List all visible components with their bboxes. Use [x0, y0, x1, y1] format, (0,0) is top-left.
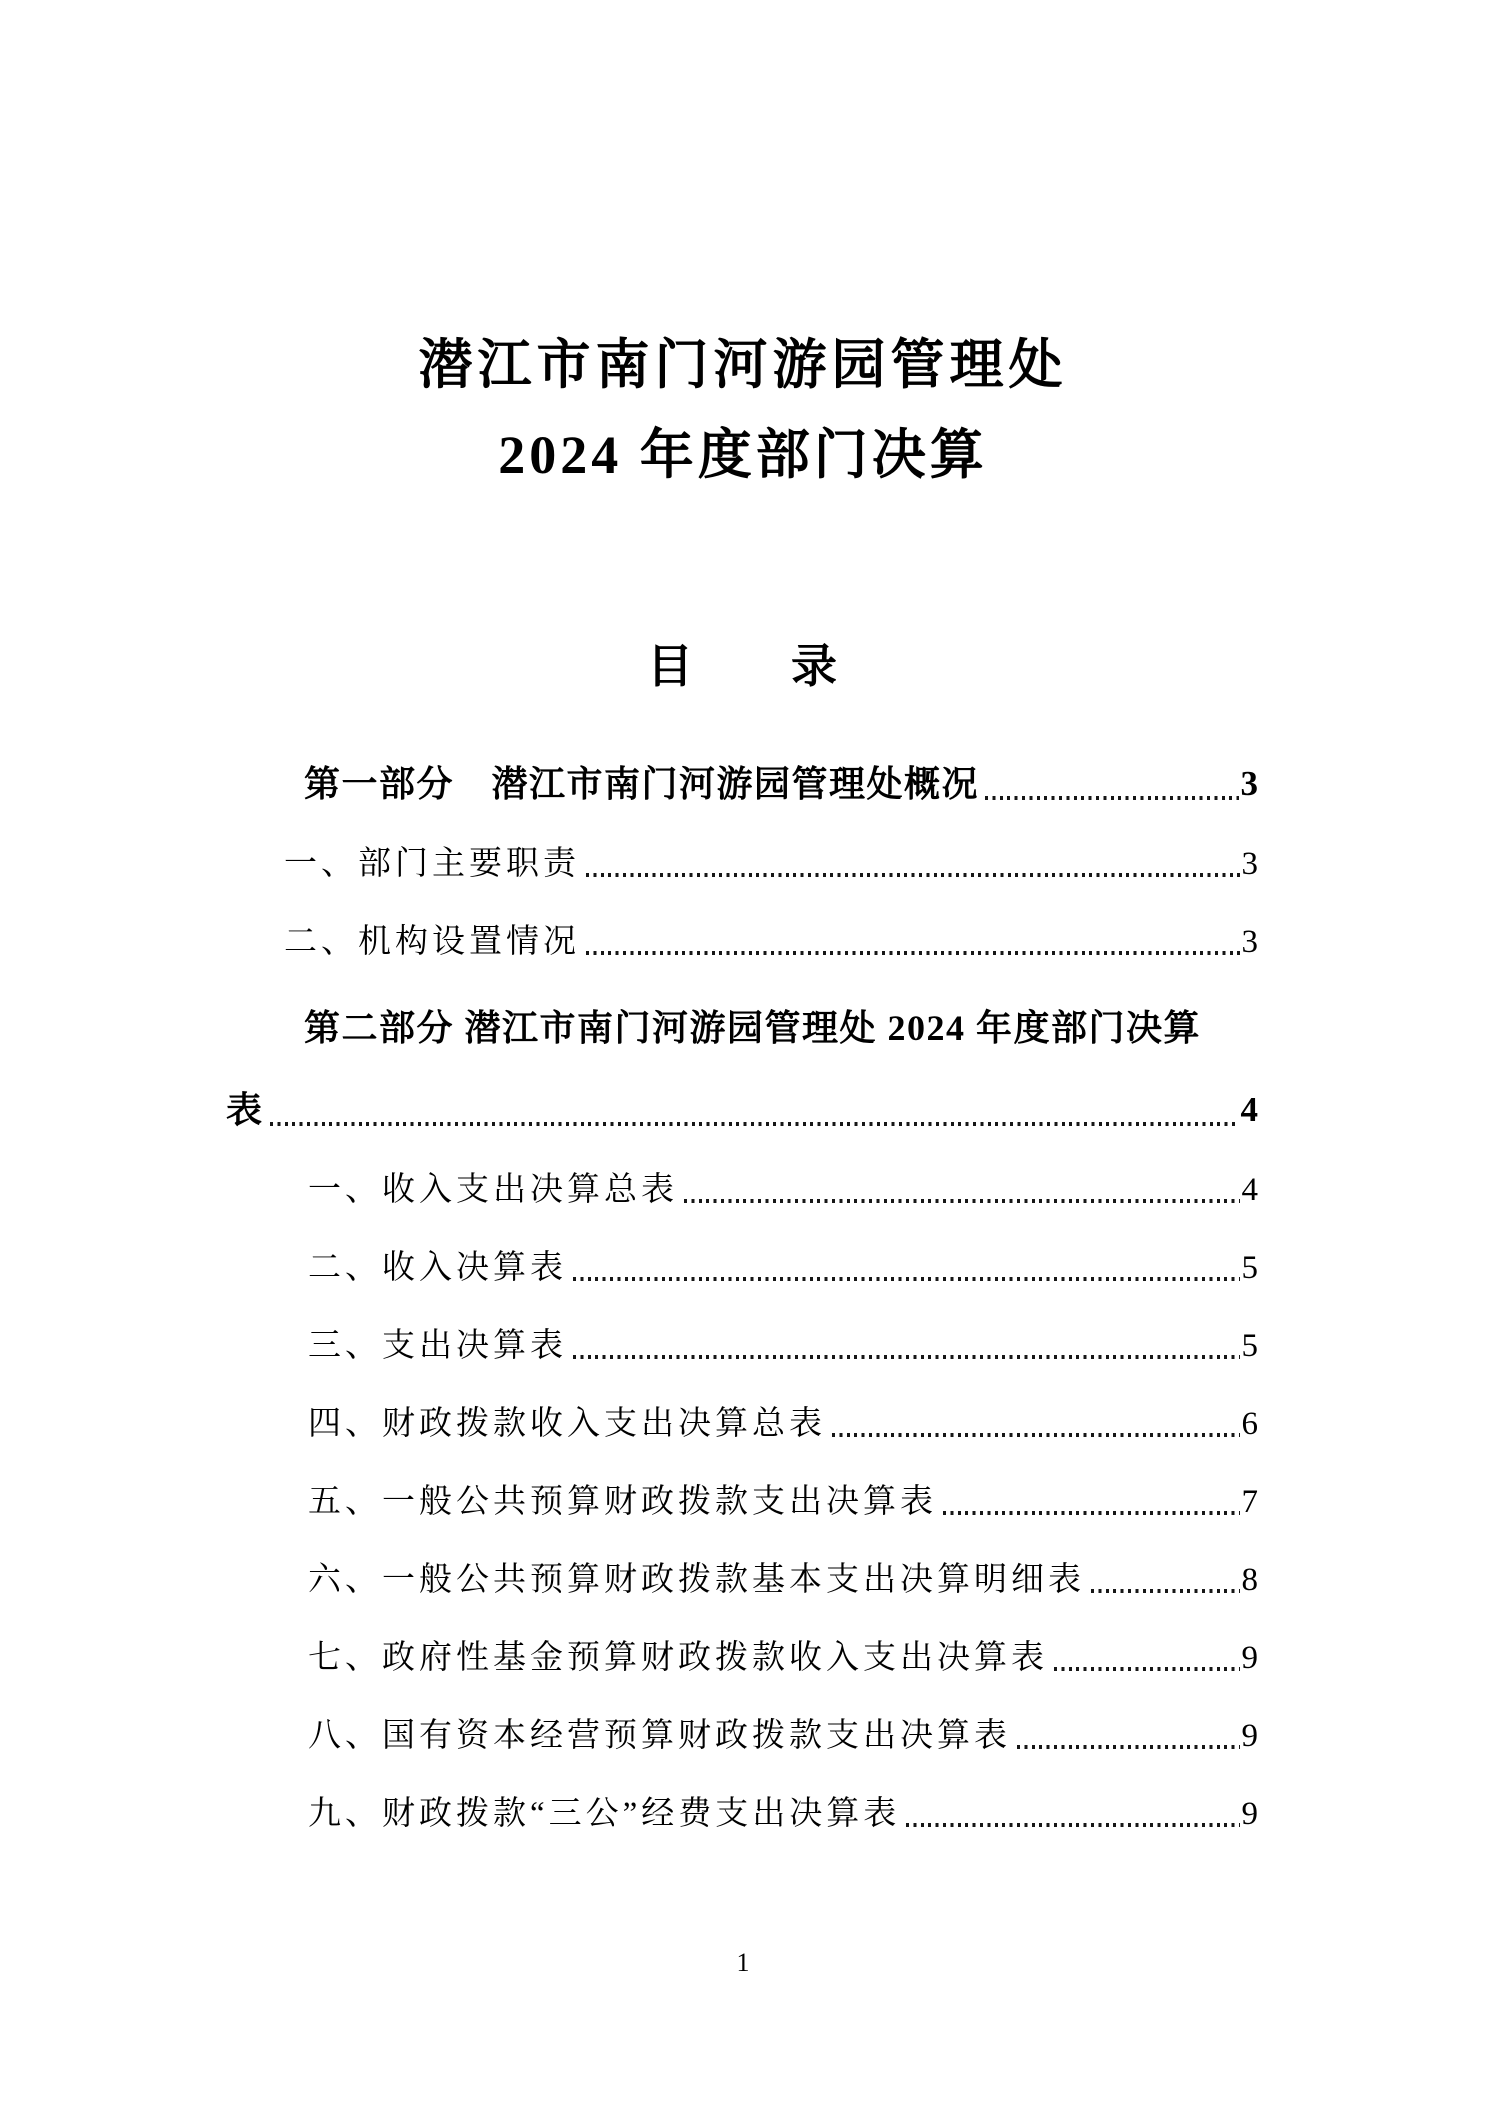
- toc-entry-label: 一、收入支出决算总表: [308, 1172, 678, 1208]
- document-title-line1: 潜江市南门河游园管理处: [418, 335, 1068, 395]
- toc-entry: [226, 760, 1258, 808]
- toc-leader-dots: [832, 1433, 1240, 1437]
- toc-entry-label: 第二部分 潜江市南门河游园管理处 2024 年度部门决算: [304, 1008, 1202, 1048]
- toc-entry-label: 八、国有资本经营预算财政拨款支出决算表: [308, 1718, 1011, 1754]
- document-title-line2: 2024 年度部门决算: [498, 425, 988, 485]
- toc-entry: [226, 920, 1258, 964]
- toc-entry-label: 二、机构设置情况: [284, 924, 580, 960]
- toc-page-number: 6: [1241, 1406, 1258, 1442]
- toc-page-number: 4: [1240, 1090, 1258, 1129]
- toc-page-number: 8: [1241, 1562, 1258, 1598]
- footer-page-number: 1: [736, 1948, 750, 1977]
- toc-leader-dots: [985, 796, 1238, 801]
- toc-entry-label: 表: [226, 1090, 264, 1130]
- toc-entry-label: 三、支出决算表: [308, 1328, 567, 1364]
- toc-entry-label: 一、部门主要职责: [284, 846, 580, 882]
- toc-leader-dots: [906, 1823, 1239, 1827]
- toc-page-number: 9: [1241, 1718, 1258, 1754]
- toc-leader-dots: [1054, 1667, 1240, 1671]
- toc-entry-label: 二、收入决算表: [308, 1250, 567, 1286]
- toc-page-number: 3: [1240, 764, 1258, 803]
- toc-entry: [226, 1086, 1258, 1134]
- toc-entry-label: 九、财政拨款“三公”经费支出决算表: [308, 1796, 901, 1832]
- toc-page-number: 3: [1241, 846, 1258, 882]
- toc-leader-dots: [1017, 1745, 1240, 1749]
- document-title-block: [0, 0, 1486, 484]
- toc-page-number: 5: [1241, 1328, 1258, 1364]
- table-of-contents: [0, 760, 1486, 1836]
- toc-heading: 目 录: [647, 641, 839, 692]
- toc-entry: [226, 1558, 1258, 1602]
- toc-leader-dots: [943, 1511, 1240, 1515]
- toc-entry-label: 第一部分 潜江市南门河游园管理处概况: [304, 764, 980, 804]
- toc-page-number: 7: [1241, 1484, 1258, 1520]
- toc-entry-label: 四、财政拨款收入支出决算总表: [308, 1406, 826, 1442]
- toc-entry: [226, 1004, 1258, 1052]
- toc-entry: [226, 1402, 1258, 1446]
- toc-leader-dots: [586, 951, 1240, 955]
- toc-leader-dots: [270, 1122, 1239, 1127]
- toc-entry-label: 五、一般公共预算财政拨款支出决算表: [308, 1484, 937, 1520]
- toc-page-number: 9: [1241, 1640, 1258, 1676]
- toc-entry: [226, 1792, 1258, 1836]
- toc-entry: [226, 1324, 1258, 1368]
- toc-entry: [226, 1636, 1258, 1680]
- toc-page-number: 4: [1241, 1172, 1258, 1208]
- toc-entry: [226, 1480, 1258, 1524]
- toc-entry: [226, 1714, 1258, 1758]
- toc-leader-dots: [684, 1199, 1240, 1203]
- toc-leader-dots: [573, 1355, 1240, 1359]
- toc-entry: [226, 842, 1258, 886]
- toc-page-number: 9: [1241, 1796, 1258, 1832]
- toc-entry-label: 六、一般公共预算财政拨款基本支出决算明细表: [308, 1562, 1085, 1598]
- toc-page-number: 3: [1241, 924, 1258, 960]
- toc-entry-label: 七、政府性基金预算财政拨款收入支出决算表: [308, 1640, 1048, 1676]
- toc-entry: [226, 1168, 1258, 1212]
- toc-leader-dots: [586, 873, 1240, 877]
- toc-entry: [226, 1246, 1258, 1290]
- toc-leader-dots: [1091, 1589, 1240, 1593]
- toc-page-number: 5: [1241, 1250, 1258, 1286]
- toc-leader-dots: [573, 1277, 1240, 1281]
